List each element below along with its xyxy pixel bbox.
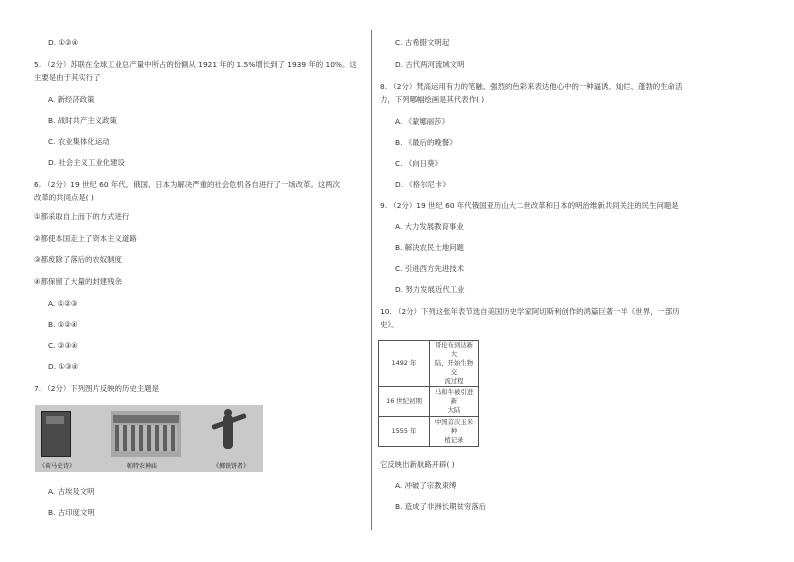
q9-option-d[interactable]: D. 努力发展近代工业: [395, 285, 465, 294]
q9-option-b[interactable]: B. 解决农民土地问题: [395, 243, 464, 252]
q7-option-a[interactable]: A. 古埃及文明: [48, 487, 95, 496]
parthenon-image: [111, 411, 181, 457]
table-cell-event: [430, 417, 479, 447]
q7-option-c[interactable]: C. 古希腊文明起: [395, 38, 450, 47]
q7-history-figure: [35, 405, 263, 472]
q6-statement-4: ④都保留了大量的封建残余: [34, 277, 122, 286]
q6-statement-3: ③都废除了落后的农奴制度: [34, 255, 122, 264]
q10-stem-line1: 10. （2分）下列这张年表节选自美国历史学家阿切斯利创作的鸿篇巨著一半《世界，一部历: [380, 307, 680, 316]
event-line: 陆，开始生物交: [434, 359, 474, 376]
q6-stem-line2: 改革的共同点是( ): [34, 193, 94, 202]
q6-option-d[interactable]: D. ①③④: [48, 362, 79, 371]
q10-after-table: 它反映出新航路开辟( ): [380, 460, 455, 469]
q10-option-a[interactable]: A. 冲破了宗教束缚: [395, 481, 457, 490]
table-cell-year: 1492 年: [379, 341, 430, 387]
event-line: 流过程: [444, 377, 464, 385]
q6-statement-2: ②都使本国走上了资本主义道路: [34, 234, 137, 243]
q8-stem-line1: 8. （2分）梵高运用有力的笔触、强烈的色彩来表达他心中的一种逼诱、灿烂、蓬勃的生命活: [380, 82, 683, 91]
q9-option-c[interactable]: C. 引进西方先进技术: [395, 264, 464, 273]
table-cell-year: 1555 年: [379, 417, 430, 447]
q10-timeline-table: [378, 340, 479, 447]
event-line: 马和牛被引进新: [434, 388, 474, 405]
q5-stem-line1: 5. （2分）苏联在全球工业总产量中所占的份额从 1921 年的 1.5%增长到了 1939 年的 10%。这: [34, 60, 357, 69]
q9-stem: 9. （2分）19 世纪 60 年代俄国亚历山大二世改革和日本的明治维新共同关注的民生问题是: [380, 201, 679, 210]
q6-statement-1: ①都采取自上而下的方式进行: [34, 212, 130, 221]
column-divider: [371, 30, 372, 530]
q5-option-c[interactable]: C. 农业集体化运动: [48, 137, 110, 146]
table-row: [379, 387, 479, 417]
table-row: [379, 341, 479, 387]
q7-option-d[interactable]: D. 古代两河流域文明: [395, 60, 465, 69]
q6-option-b[interactable]: B. ①②④: [48, 320, 78, 329]
event-line: 大陆: [447, 406, 461, 414]
caption-parthenon: 帕特农神庙: [127, 463, 158, 470]
event-line: 中国首次玉米种: [434, 418, 474, 435]
q6-option-c[interactable]: C. ②③④: [48, 341, 78, 350]
event-line: 哥伦布到达新大: [434, 341, 474, 358]
table-cell-event: [430, 341, 479, 387]
caption-discobolus: 《掷铁饼者》: [213, 463, 250, 470]
q6-option-a[interactable]: A. ①②③: [48, 299, 78, 308]
caption-homer-epic: 《荷马史诗》: [39, 463, 76, 470]
q5-option-b[interactable]: B. 战时共产主义政策: [48, 116, 117, 125]
q10-option-b[interactable]: B. 造成了非洲长期贫穷落后: [395, 502, 487, 511]
q5-option-a[interactable]: A. 新经济政策: [48, 95, 95, 104]
q5-stem-line2: 主要是由于其实行了: [34, 73, 101, 82]
table-cell-year: 16 世纪初期: [379, 387, 430, 417]
table-row: [379, 417, 479, 447]
table-cell-event: [430, 387, 479, 417]
q7-option-b[interactable]: B. 古印度文明: [48, 508, 95, 517]
discobolus-statue-image: [207, 409, 251, 457]
q6-stem-line1: 6. （2分）19 世纪 60 年代，俄国、日本为解决严重的社会危机各自进行了一场改革。这两次: [34, 180, 341, 189]
homer-epic-book-image: [41, 411, 71, 457]
q8-option-a[interactable]: A. 《蒙娜丽莎》: [395, 117, 449, 126]
q8-stem-line2: 力，下列哪幅绘画是其代表作( ): [380, 95, 485, 104]
q4-option-d: D. ①②④: [48, 38, 79, 47]
q9-option-a[interactable]: A. 大力发展教育事业: [395, 222, 464, 231]
q10-stem-line2: 史》。: [380, 320, 399, 329]
q8-option-b[interactable]: B. 《最后的晚餐》: [395, 138, 457, 147]
q8-option-d[interactable]: D. 《格尔尼卡》: [395, 180, 450, 189]
q7-stem: 7. （2分）下列图片反映的历史主题是: [34, 384, 159, 393]
event-line: 植记录: [444, 436, 464, 444]
q5-option-d[interactable]: D. 社会主义工业化建设: [48, 158, 125, 167]
q8-option-c[interactable]: C. 《向日葵》: [395, 159, 442, 168]
